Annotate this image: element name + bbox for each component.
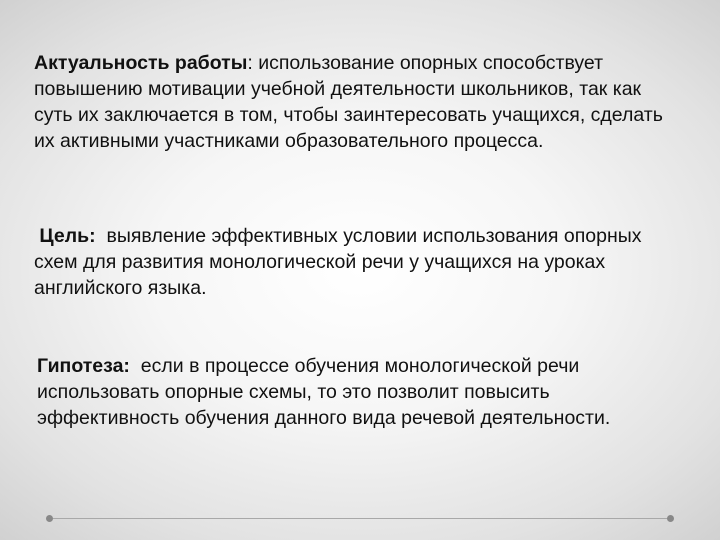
goal-paragraph (34, 223, 684, 301)
left-dot-icon (46, 515, 53, 522)
divider-line (52, 518, 668, 519)
goal-label: Цель: (39, 225, 96, 247)
hypothesis-text: если в процессе обучения монологической речи использовать опорные схемы, то это позволит повысить эффективность обучения данного вида речевой деятельности. (37, 355, 611, 429)
hypothesis-paragraph (37, 353, 687, 431)
relevance-label: Актуальность работы (34, 52, 248, 74)
right-dot-icon (667, 515, 674, 522)
bottom-divider (48, 513, 672, 523)
relevance-paragraph (34, 50, 684, 154)
hypothesis-label: Гипотеза: (37, 355, 130, 377)
goal-text: выявление эффективных условии использования опорных схем для развития монологической речи у учащихся на уроках английского языка. (34, 225, 642, 299)
relevance-text: : использование опорных способствует повышению мотивации учебной деятельности школьников, так как суть их заключается в том, чтобы заинтересовать учащихся, сделать их активными участниками образовательного процесса. (34, 52, 663, 152)
